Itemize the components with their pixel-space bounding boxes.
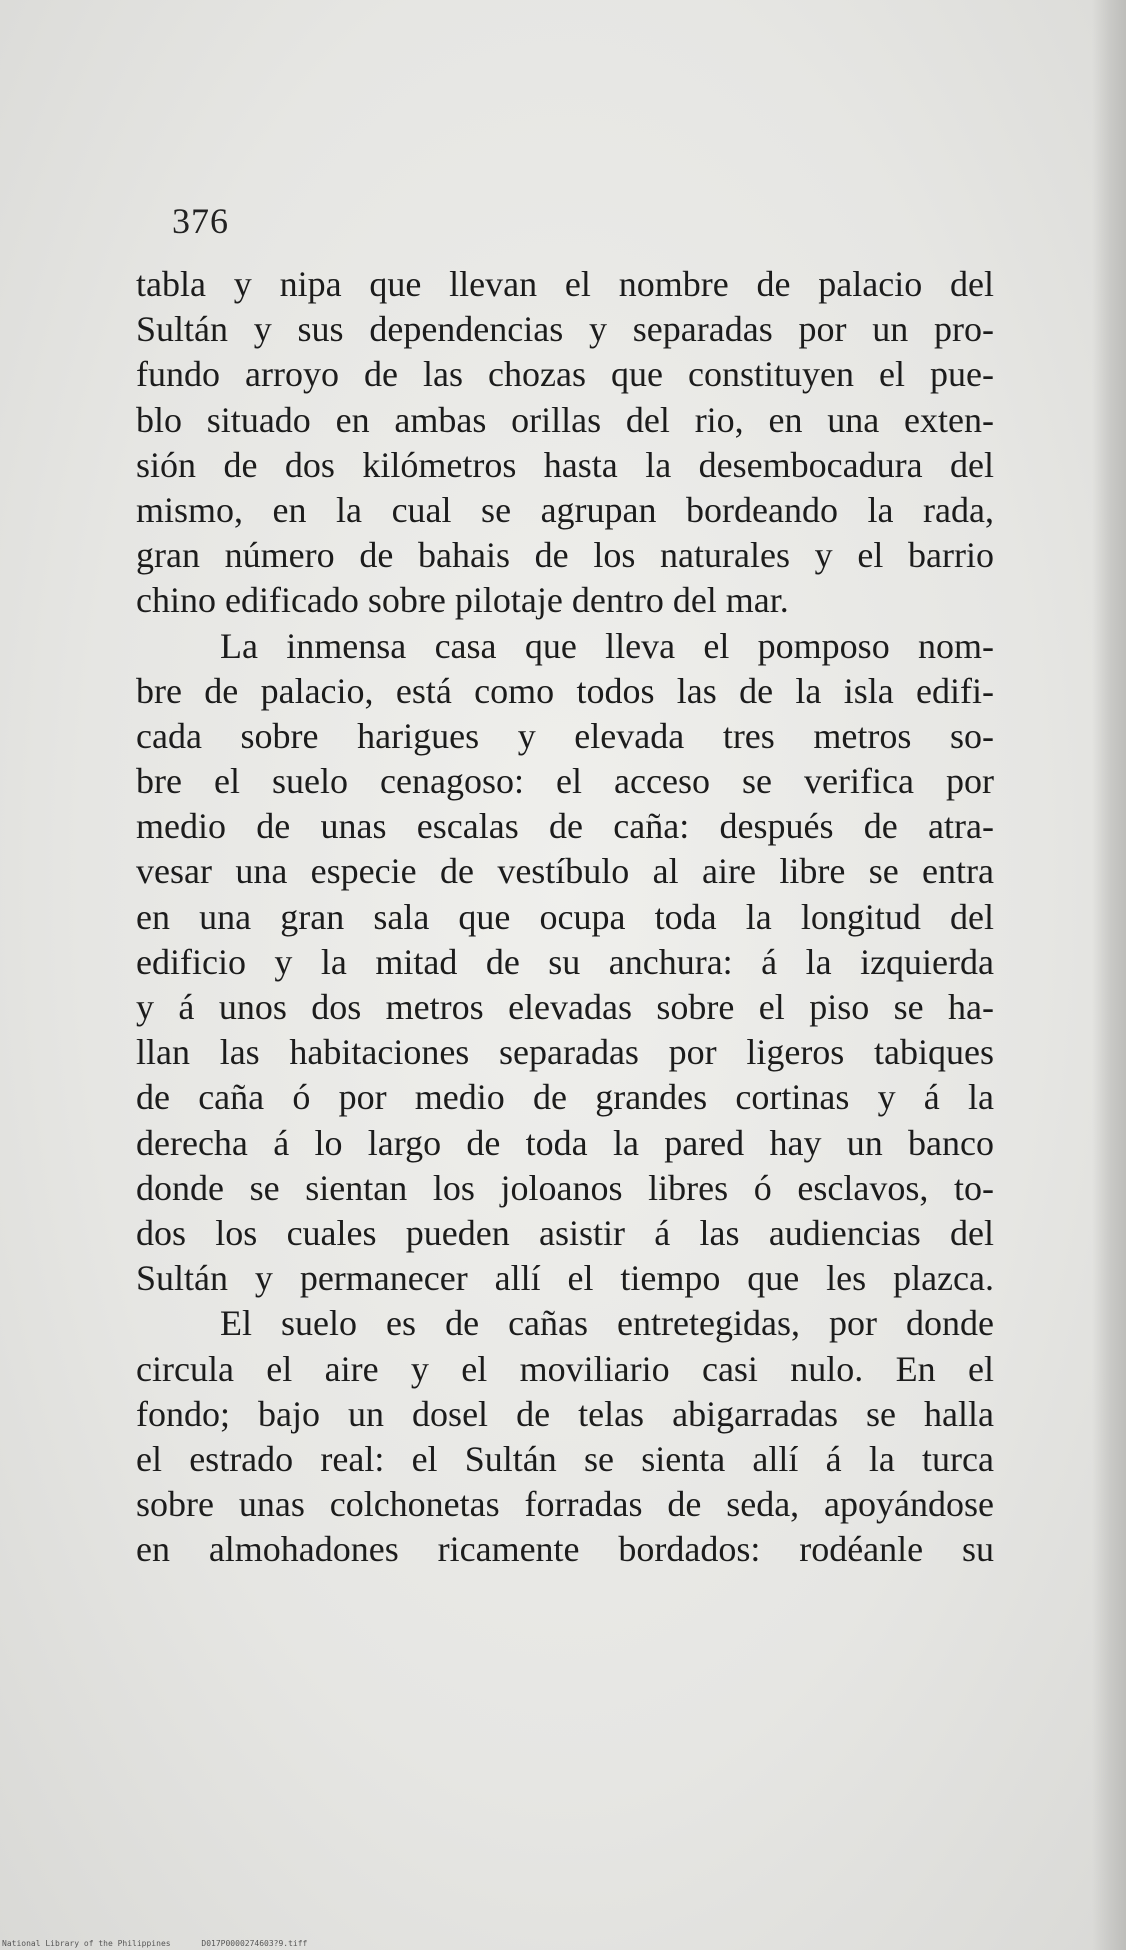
text-line: fundo arroyo de las chozas que constituyen el pue- <box>136 354 994 395</box>
text-line: medio de unas escalas de caña: después de atra- <box>136 806 994 847</box>
text-line: mismo, en la cual se agrupan bordeando la rada, <box>136 489 994 530</box>
text-line: gran número de bahais de los naturales y el barrio <box>136 535 994 576</box>
text-line: en almohadones ricamente bordados: rodéanle su <box>136 1529 994 1570</box>
text-line: Sultán y sus dependencias y separadas por un pro- <box>136 309 994 350</box>
page-edge-shadow <box>1092 0 1126 1950</box>
text-line: de caña ó por medio de grandes cortinas y á la <box>136 1077 994 1118</box>
scan-caption <box>2 1939 307 1948</box>
text-line: bre el suelo cenagoso: el acceso se verifica por <box>136 761 994 802</box>
text-line: blo situado en ambas orillas del rio, en una exten- <box>136 399 994 440</box>
text-line: Sultán y permanecer allí el tiempo que les plazca. <box>136 1258 994 1299</box>
text-line: derecha á lo largo de toda la pared hay un banco <box>136 1122 994 1163</box>
text-line: El suelo es de cañas entretegidas, por donde <box>220 1303 994 1344</box>
text-line: llan las habitaciones separadas por ligeros tabiques <box>136 1032 994 1073</box>
text-line: edificio y la mitad de su anchura: á la izquierda <box>136 941 994 982</box>
page-number: 376 <box>172 201 229 241</box>
text-line: chino edificado sobre pilotaje dentro del mar. <box>136 580 789 621</box>
text-line: La inmensa casa que lleva el pomposo nom- <box>220 625 994 666</box>
text-line: y á unos dos metros elevadas sobre el piso se ha- <box>136 987 994 1027</box>
text-line: sobre unas colchonetas forradas de seda, apoyándose <box>136 1484 994 1525</box>
text-line: bre de palacio, está como todos las de la isla edifi- <box>136 670 994 711</box>
text-line: donde se sientan los joloanos libres ó esclavos, to- <box>136 1167 994 1208</box>
text-line: fondo; bajo un dosel de telas abigarradas se halla <box>136 1393 994 1434</box>
text-line: en una gran sala que ocupa toda la longitud del <box>136 896 994 937</box>
text-line: circula el aire y el moviliario casi nulo. En el <box>136 1348 994 1389</box>
text-line: sión de dos kilómetros hasta la desembocadura del <box>136 444 994 485</box>
text-line: el estrado real: el Sultán se sienta allí á la turca <box>136 1438 994 1479</box>
text-line: dos los cuales pueden asistir á las audiencias del <box>136 1212 994 1253</box>
body-text <box>136 262 994 1572</box>
text-line: vesar una especie de vestíbulo al aire libre se entra <box>136 851 994 892</box>
library-caption: National Library of the Philippines <box>2 1939 171 1948</box>
text-line: cada sobre harigues y elevada tres metros so- <box>136 715 994 756</box>
file-caption: D017P0000274603?9.tiff <box>201 1939 308 1948</box>
text-line: tabla y nipa que llevan el nombre de palacio del <box>136 264 994 304</box>
